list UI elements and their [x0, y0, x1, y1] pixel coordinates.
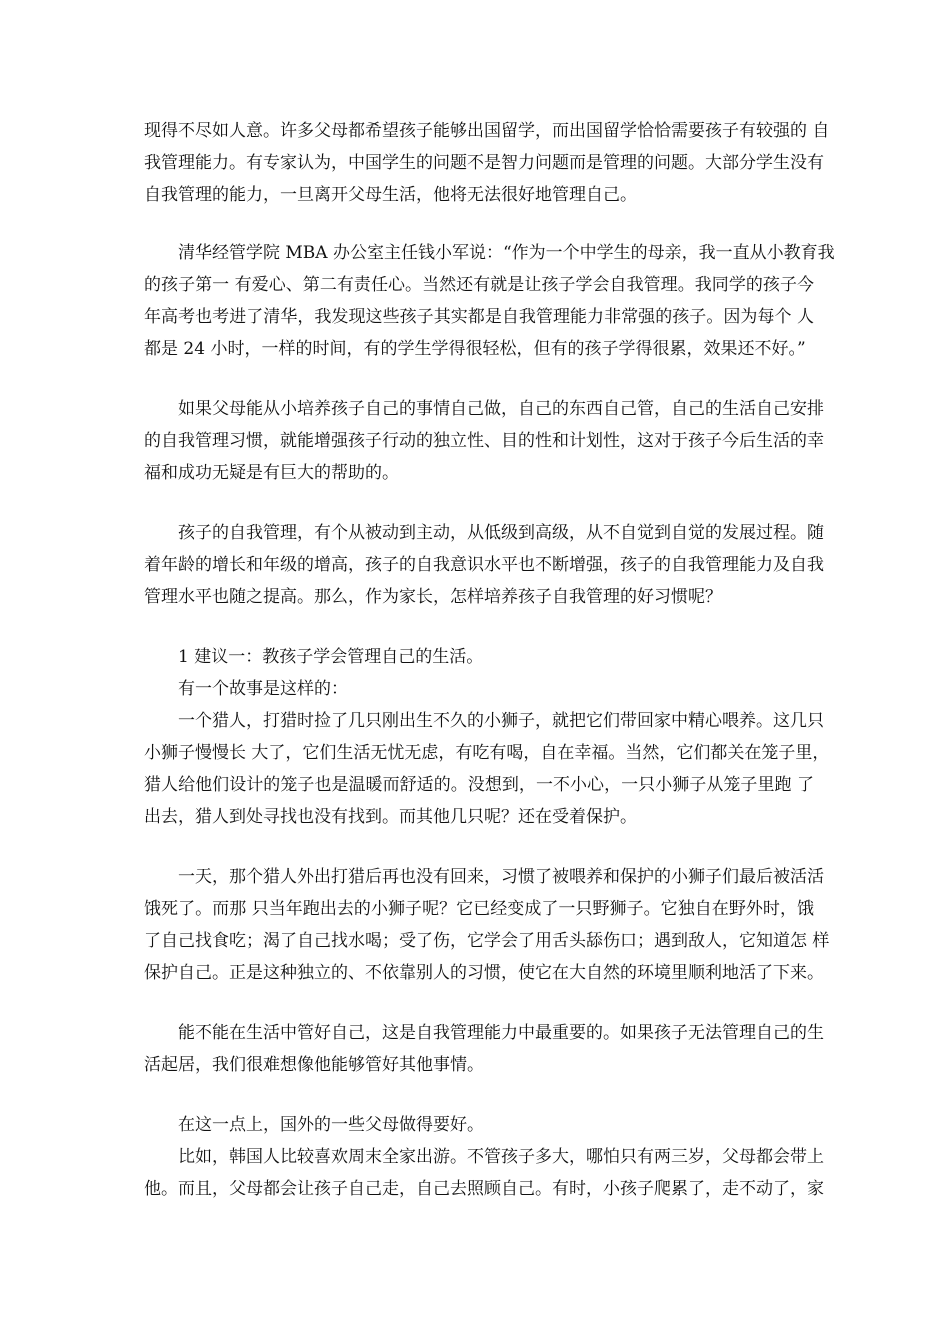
text-line: 自我管理的能力，一旦离开父母生活，他将无法很好地管理自己。 [144, 185, 637, 205]
text-line: 活起居，我们很难想像他能够管好其他事情。 [144, 1055, 484, 1075]
text-line: 饿死了。而那 只当年跑出去的小狮子呢？它已经变成了一只野狮子。它独自在野外时，饿 [144, 899, 814, 919]
text-line: 一天，那个猎人外出打猎后再也没有回来，习惯了被喂养和保护的小狮子们最后被活活 [178, 867, 824, 887]
text-line: 小狮子慢慢长 大了，它们生活无忧无虑，有吃有喝，自在幸福。当然，它们都关在笼子里， [144, 743, 830, 763]
text-line: 猎人给他们设计的笼子也是温暖而舒适的。没想到，一不小心，一只小狮子从笼子里跑 了 [144, 775, 814, 795]
text-line: 着年龄的增长和年级的增高，孩子的自我意识水平也不断增强，孩子的自我管理能力及自我 [144, 555, 824, 575]
text-line: 出去，猎人到处寻找也没有找到。而其他几只呢？还在受着保护。 [144, 807, 637, 827]
text-line: 能不能在生活中管好自己，这是自我管理能力中最重要的。如果孩子无法管理自己的生 [178, 1023, 824, 1043]
text-line: 比如，韩国人比较喜欢周末全家出游。不管孩子多大，哪怕只有两三岁，父母都会带上 [178, 1147, 824, 1167]
text-line: 现得不尽如人意。许多父母都希望孩子能够出国留学，而出国留学恰恰需要孩子有较强的 自 [144, 121, 830, 141]
text-line: 有一个故事是这样的： [178, 679, 348, 699]
text-line: 他。而且，父母都会让孩子自己走，自己去照顾自己。有时，小孩子爬累了，走不动了，家 [144, 1179, 824, 1199]
text-line: 保护自己。正是这种独立的、不依靠别人的习惯，使它在大自然的环境里顺利地活了下来。 [144, 963, 824, 983]
text-line: 我管理能力。有专家认为，中国学生的问题不是智力问题而是管理的问题。大部分学生没有 [144, 153, 824, 173]
text-line: 的自我管理习惯，就能增强孩子行动的独立性、目的性和计划性，这对于孩子今后生活的幸 [144, 431, 824, 451]
text-line: 年高考也考进了清华，我发现这些孩子其实都是自我管理能力非常强的孩子。因为每个 人 [144, 307, 814, 327]
text-line: 了自己找食吃；渴了自己找水喝；受了伤，它学会了用舌头舔伤口；遇到敌人，它知道怎 样 [144, 931, 830, 951]
text-line: 清华经管学院 MBA 办公室主任钱小军说：“作为一个中学生的母亲，我一直从小教育我 [178, 243, 835, 263]
text-line: 孩子的自我管理，有个从被动到主动，从低级到高级，从不自觉到自觉的发展过程。随 [178, 523, 824, 543]
text-line: 的孩子第一 有爱心、第二有责任心。当然还有就是让孩子学会自我管理。我同学的孩子今 [144, 275, 814, 295]
text-line: 在这一点上，国外的一些父母做得要好。 [178, 1115, 484, 1135]
text-line: 都是 24 小时，一样的时间，有的学生学得很轻松，但有的孩子学得很累，效果还不好。” [144, 339, 806, 359]
text-line: 如果父母能从小培养孩子自己的事情自己做，自己的东西自己管，自己的生活自己安排 [178, 399, 824, 419]
text-line: 管理水平也随之提高。那么，作为家长，怎样培养孩子自我管理的好习惯呢？ [144, 587, 722, 607]
text-line: 一个猎人，打猎时捡了几只刚出生不久的小狮子，就把它们带回家中精心喂养。这几只 [178, 711, 824, 731]
text-line: 福和成功无疑是有巨大的帮助的。 [144, 463, 399, 483]
section-heading: 1 建议一：教孩子学会管理自己的生活。 [178, 647, 484, 667]
